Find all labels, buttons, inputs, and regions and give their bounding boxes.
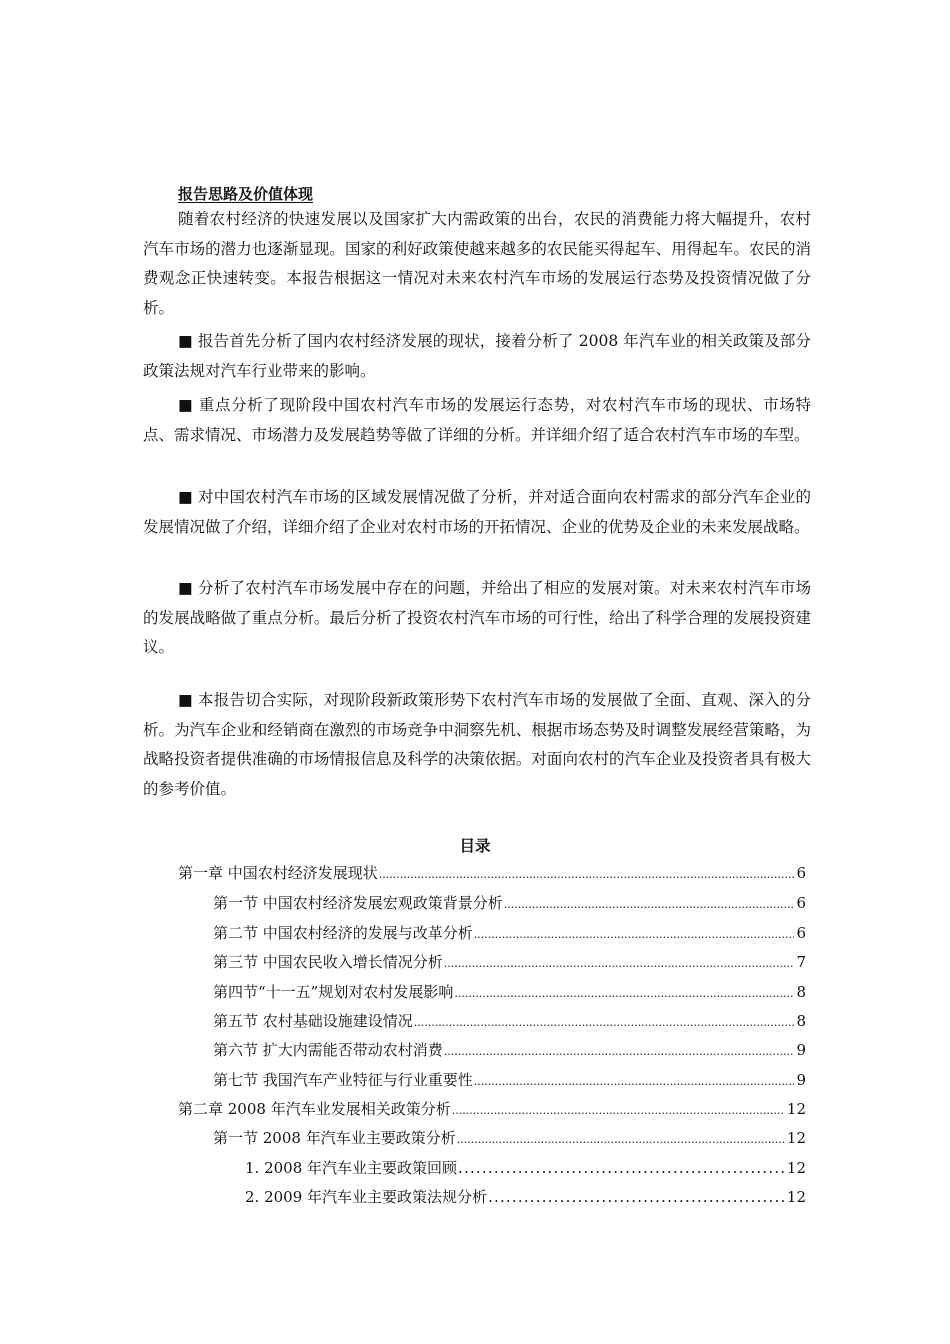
toc-entry[interactable]	[213, 922, 806, 944]
toc-entry[interactable]	[213, 1069, 806, 1091]
bullet-paragraph-1: ■ 报告首先分析了国内农村经济发展的现状，接着分析了 2008 年汽车业的相关政策及部分政策法规对汽车行业带来的影响。	[143, 332, 811, 380]
toc-entry-page: 12	[786, 1188, 806, 1206]
toc-entry-page: 7	[796, 953, 806, 971]
toc-leader	[444, 953, 795, 975]
toc-entry[interactable]	[245, 1186, 806, 1208]
toc-entry[interactable]	[213, 951, 806, 973]
toc-entry-text: 第六节 扩大内需能否带动农村消费	[213, 1041, 443, 1059]
toc-entry-text: 第二节 中国农村经济的发展与改革分析	[213, 924, 473, 942]
toc-leader	[488, 1186, 785, 1208]
toc-leader	[414, 1012, 795, 1034]
toc-entry-text: 2. 2009 年汽车业主要政策法规分析	[245, 1188, 488, 1206]
toc-entry[interactable]	[213, 1010, 806, 1032]
toc-entry-page: 9	[796, 1041, 806, 1059]
toc-entry-page: 8	[796, 983, 806, 1001]
toc-leader	[474, 1071, 795, 1093]
toc-entry-page: 6	[796, 864, 806, 882]
toc-entry[interactable]	[178, 1098, 806, 1120]
toc-leader	[444, 1041, 795, 1063]
toc-entry[interactable]	[213, 981, 806, 1003]
toc-entry-page: 6	[796, 894, 806, 912]
toc-entry[interactable]	[245, 1157, 806, 1179]
intro-paragraph: 随着农村经济的快速发展以及国家扩大内需政策的出台，农民的消费能力将大幅提升，农村汽车市场的潜力也逐渐显现。国家的利好政策使越来越多的农民能买得起车、用得起车。农民的消费观念正快速转变。本报告根据这一情况对未来农村汽车市场的发展运行态势及投资情况做了分析。	[143, 210, 811, 317]
toc-entry-text: 第一章 中国农村经济发展现状	[178, 864, 378, 882]
toc-leader	[504, 894, 795, 916]
toc-entry-text: 第三节 中国农民收入增长情况分析	[213, 953, 443, 971]
toc-entry-page: 6	[796, 924, 806, 942]
toc-entry-page: 8	[796, 1012, 806, 1030]
toc-entry-text: 第一节 中国农村经济发展宏观政策背景分析	[213, 894, 503, 912]
toc-entry-text: 第四节“十一五”规划对农村发展影响	[213, 983, 454, 1001]
toc-entry-text: 第二章 2008 年汽车业发展相关政策分析	[178, 1100, 451, 1118]
toc-entry-page: 12	[786, 1129, 806, 1147]
toc-entry-text: 第一节 2008 年汽车业主要政策分析	[213, 1129, 456, 1147]
toc-entry[interactable]	[213, 892, 806, 914]
toc-leader	[379, 864, 795, 886]
toc-leader	[474, 924, 795, 946]
toc-entry-page: 12	[786, 1100, 806, 1118]
toc-entry-page: 12	[786, 1159, 806, 1177]
toc-entry[interactable]	[213, 1039, 806, 1061]
toc-entry[interactable]	[213, 1127, 806, 1149]
toc-title: 目录	[459, 836, 491, 855]
bullet-paragraph-2: ■ 重点分析了现阶段中国农村汽车市场的发展运行态势，对农村汽车市场的现状、市场特点、需求情况、市场潜力及发展趋势等做了详细的分析。并详细介绍了适合农村汽车市场的车型。	[143, 396, 811, 444]
toc-leader	[452, 1100, 785, 1122]
bullet-paragraph-3: ■ 对中国农村汽车市场的区域发展情况做了分析，并对适合面向农村需求的部分汽车企业的发展情况做了介绍，详细介绍了企业对农村市场的开拓情况、企业的优势及企业的未来发展战略。	[143, 488, 811, 536]
bullet-paragraph-4: ■ 分析了农村汽车市场发展中存在的问题，并给出了相应的发展对策。对未来农村汽车市场的发展战略做了重点分析。最后分析了投资农村汽车市场的可行性，给出了科学合理的发展投资建议。	[143, 579, 811, 656]
toc-entry-text: 第五节 农村基础设施建设情况	[213, 1012, 413, 1030]
toc-leader	[457, 1129, 785, 1151]
bullet-paragraph-5: ■ 本报告切合实际，对现阶段新政策形势下农村汽车市场的发展做了全面、直观、深入的分析。为汽车企业和经销商在激烈的市场竞争中洞察先机、根据市场态势及时调整发展经营策略，为战略投资者提供准确的市场情报信息及科学的决策依据。对面向农村的汽车企业及投资者具有极大的参考价值。	[143, 691, 811, 798]
toc-entry[interactable]	[178, 862, 806, 884]
toc-entry-text: 第七节 我国汽车产业特征与行业重要性	[213, 1071, 473, 1089]
toc-entry-page: 9	[796, 1071, 806, 1089]
section-heading: 报告思路及价值体现	[178, 185, 314, 203]
toc-leader	[454, 983, 794, 1005]
toc-leader	[458, 1157, 785, 1179]
toc-entry-text: 1. 2008 年汽车业主要政策回顾	[245, 1159, 458, 1177]
